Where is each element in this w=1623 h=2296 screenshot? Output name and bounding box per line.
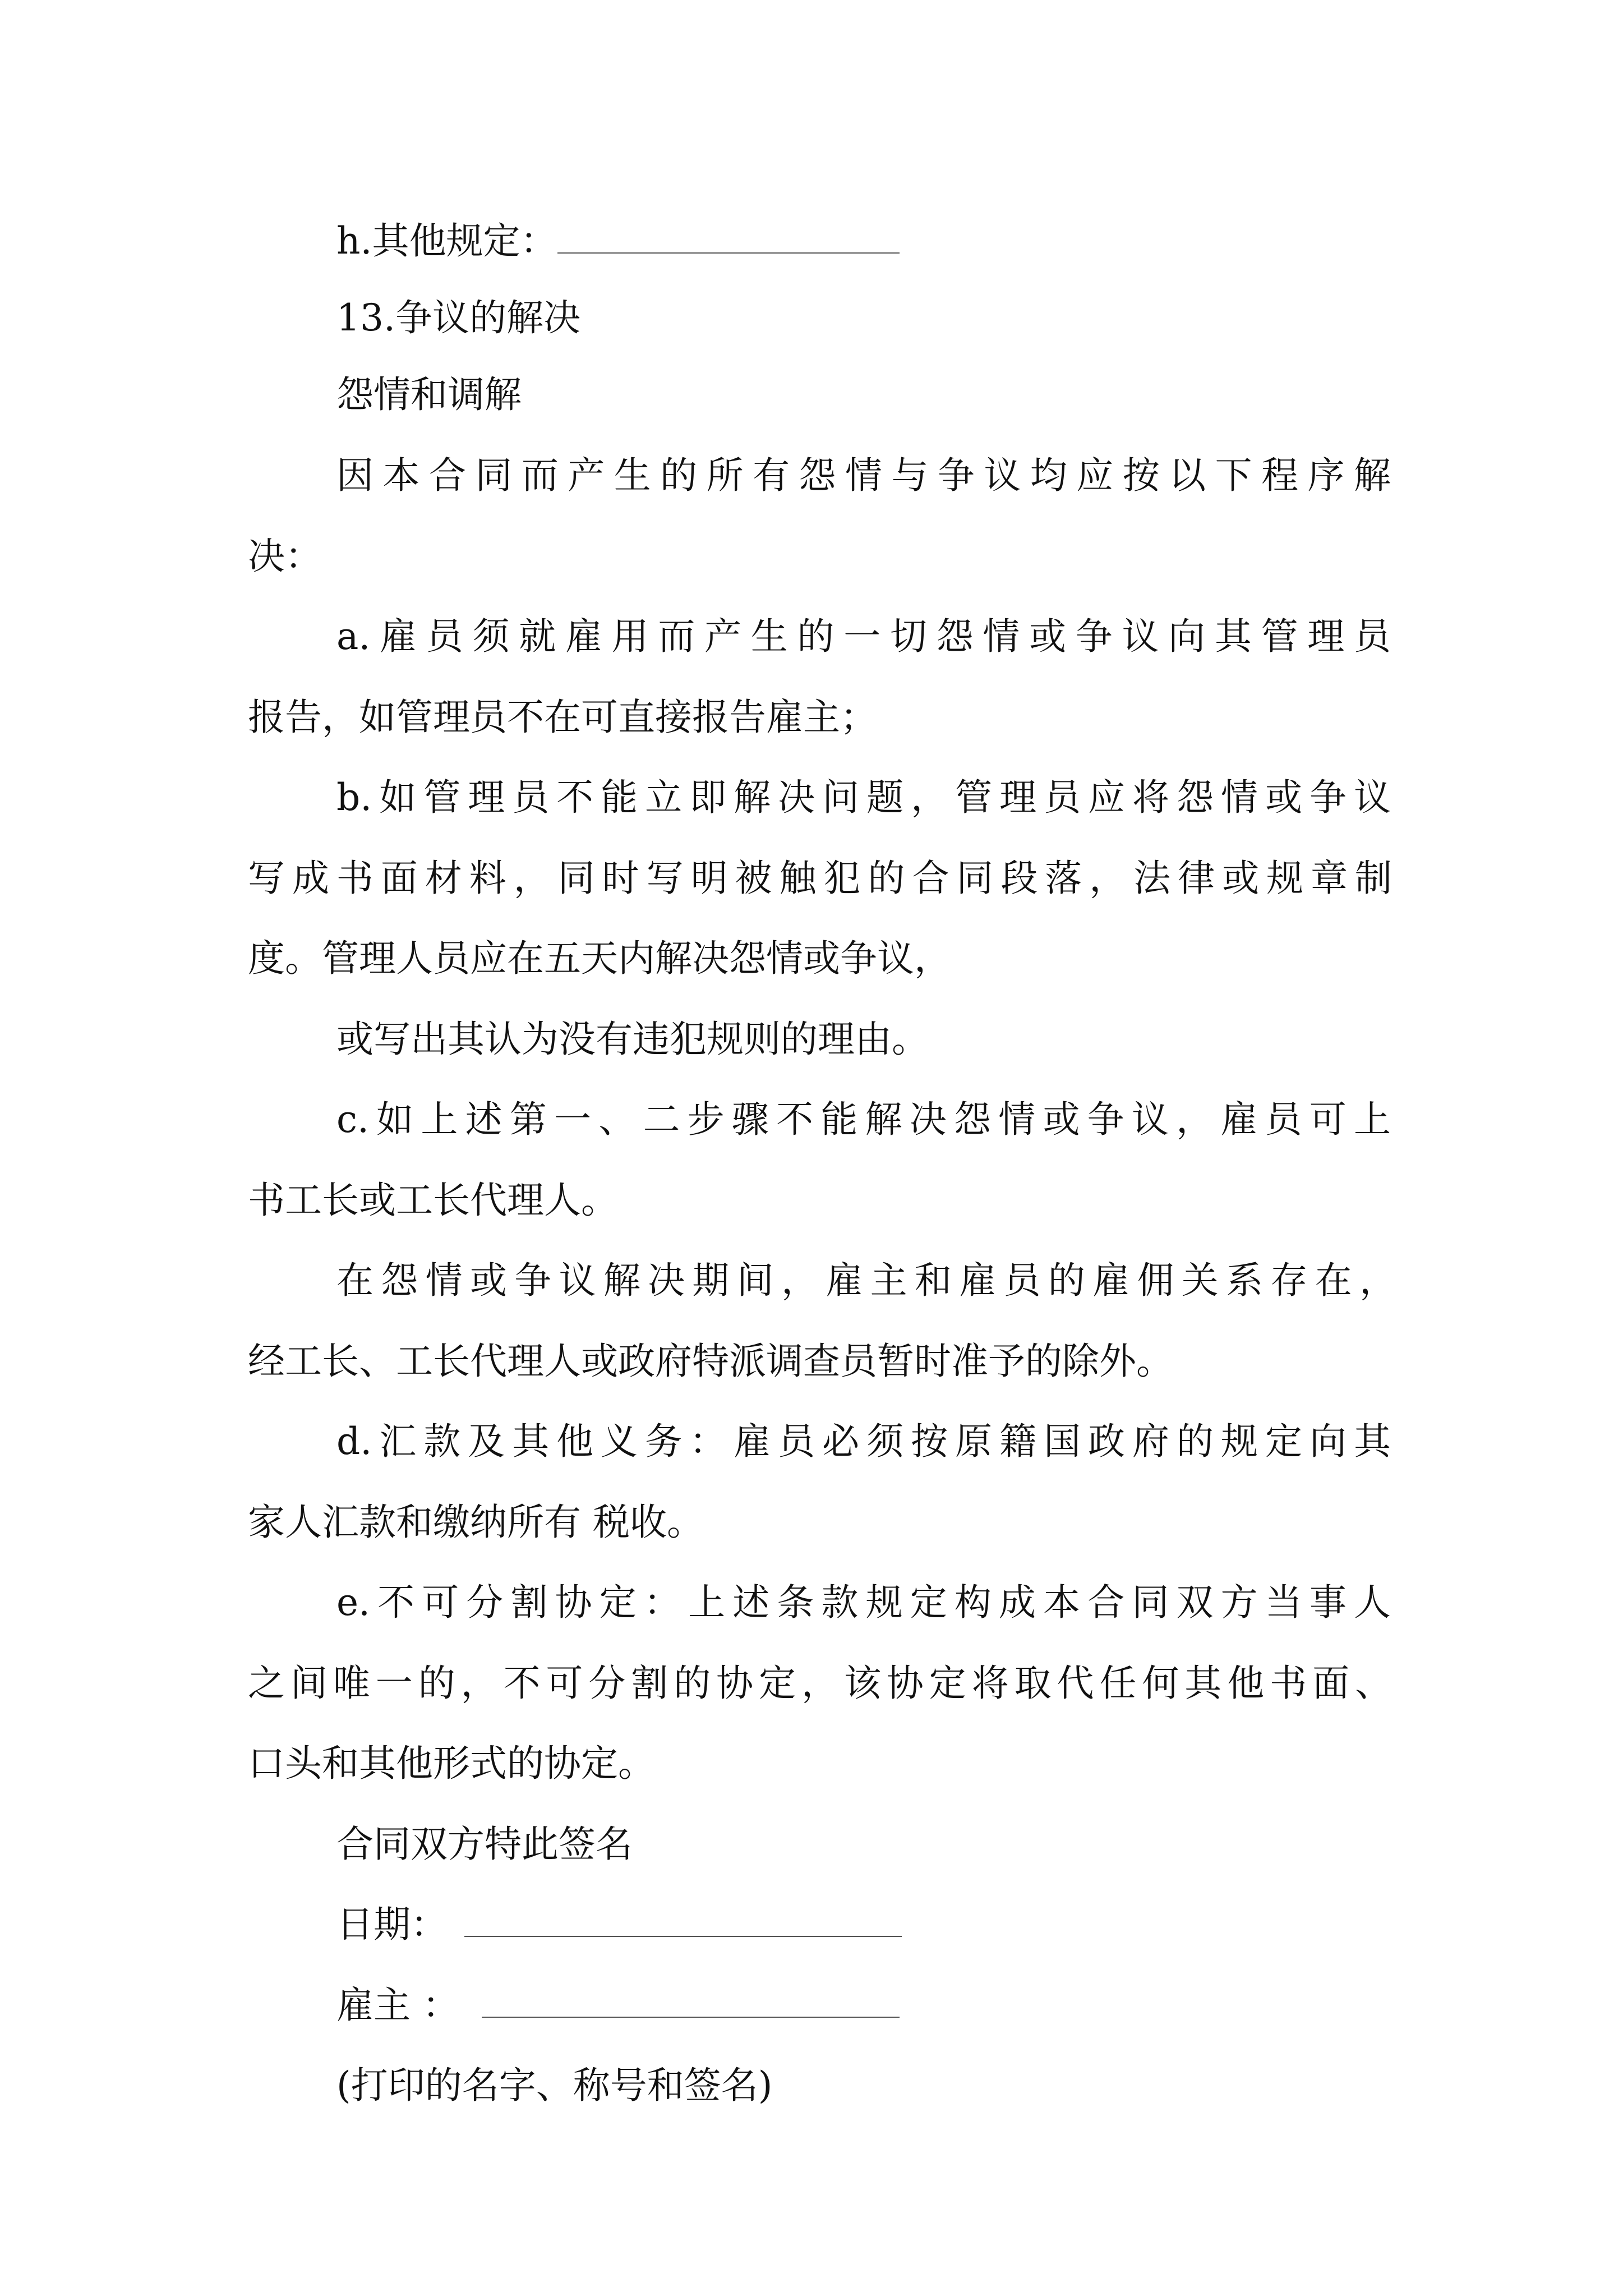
date-line	[336, 1902, 902, 1947]
intro-line-2: 决：	[248, 535, 322, 578]
other-provisions-blank	[557, 219, 900, 254]
clause-e-line-3: 口头和其他形式的协定。	[248, 1742, 655, 1785]
employer-blank	[482, 1983, 900, 2018]
clause-b-line-1: b.如管理员不能立即解决问题，管理员应将怨情或争议	[336, 776, 1391, 819]
clause-a-line-2: 报告，如管理员不在可直接报告雇主；	[248, 696, 877, 739]
date-label: 日期：	[336, 1903, 448, 1946]
grievance-subheading: 怨情和调解	[336, 373, 522, 416]
clause-a-line-1: a.雇员须就雇用而产生的一切怨情或争议向其管理员	[336, 615, 1391, 658]
other-provisions-label: h.其他规定：	[336, 219, 557, 263]
intro-line-1: 因本合同而产生的所有怨情与争议均应按以下程序解	[336, 454, 1391, 497]
employer-label: 雇主 ：	[336, 1984, 459, 2027]
clause-c-line-2: 书工长或工长代理人。	[248, 1179, 618, 1222]
clause-b-line-4: 或写出其认为没有违犯规则的理由。	[336, 1018, 929, 1061]
section-13-heading: 13.争议的解决	[336, 296, 580, 339]
clause-d-line-2: 家人汇款和缴纳所有 税收。	[248, 1501, 704, 1544]
relationship-line-2: 经工长、工长代理人或政府特派调查员暂时准予的除外。	[248, 1340, 1173, 1383]
clause-d-line-1: d.汇款及其他义务：雇员必须按原籍国政府的规定向其	[336, 1420, 1391, 1463]
clause-e-line-2: 之间唯一的，不可分割的协定，该协定将取代任何其他书面、	[248, 1662, 1392, 1705]
employer-line	[336, 1983, 900, 2028]
print-name-note: (打印的名字、称号和签名)	[336, 2064, 773, 2107]
relationship-line-1: 在怨情或争议解决期间，雇主和雇员的雇佣关系存在，	[336, 1259, 1396, 1302]
signature-intro: 合同双方特此签名	[336, 1823, 633, 1866]
clause-b-line-2: 写成书面材料，同时写明被触犯的合同段落，法律或规章制	[248, 857, 1392, 900]
clause-c-line-1: c.如上述第一、二步骤不能解决怨情或争议，雇员可上	[336, 1098, 1391, 1141]
date-blank	[464, 1902, 902, 1937]
other-provisions-line	[336, 219, 900, 264]
clause-e-line-1: e.不可分割协定：上述条款规定构成本合同双方当事人	[336, 1581, 1391, 1624]
clause-b-line-3: 度。管理人员应在五天内解决怨情或争议，	[248, 937, 951, 980]
